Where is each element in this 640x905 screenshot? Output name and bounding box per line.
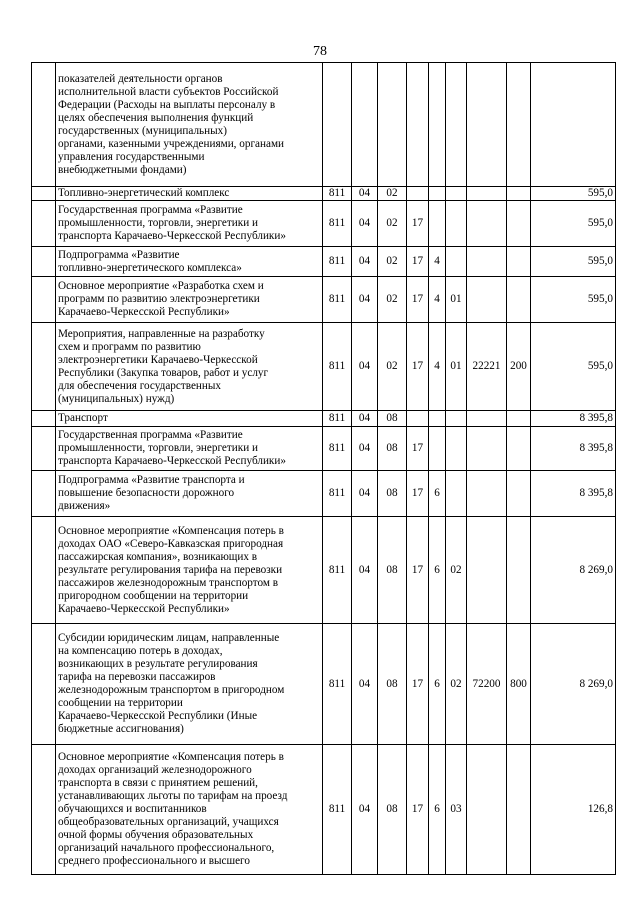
table-row: [32, 471, 616, 517]
row-amount: 595,0: [531, 201, 616, 247]
table-row: [32, 411, 616, 427]
row-code-rz: 04: [352, 323, 378, 411]
row-code-c3: [446, 201, 467, 247]
row-code-c3: 01: [446, 277, 467, 323]
table-row: [32, 624, 616, 745]
row-code-c3: 02: [446, 517, 467, 624]
row-code-pr: 08: [378, 471, 407, 517]
row-code-c1: 17: [407, 427, 429, 471]
row-code-vr: [507, 411, 531, 427]
row-description: Основное мероприятие «Разработка схем и программ по развитию электроэнергетики Карачаево-Черкесской Республики»: [56, 277, 323, 323]
row-code-c4: [467, 471, 507, 517]
row-code-c1: 17: [407, 247, 429, 277]
row-code-c4: 72200: [467, 624, 507, 745]
row-code-pr: 08: [378, 427, 407, 471]
row-number-cell: [32, 247, 56, 277]
row-code-gr: [323, 63, 352, 187]
row-code-gr: 811: [323, 427, 352, 471]
row-code-c1: 17: [407, 624, 429, 745]
row-number-cell: [32, 187, 56, 201]
row-code-gr: 811: [323, 323, 352, 411]
row-amount: 595,0: [531, 277, 616, 323]
row-code-vr: [507, 63, 531, 187]
row-number-cell: [32, 517, 56, 624]
row-code-c2: 6: [429, 517, 446, 624]
row-code-c1: [407, 187, 429, 201]
row-code-c2: 6: [429, 624, 446, 745]
row-code-vr: [507, 745, 531, 875]
row-code-c3: 02: [446, 624, 467, 745]
table-row: [32, 517, 616, 624]
row-code-vr: [507, 277, 531, 323]
row-code-rz: 04: [352, 624, 378, 745]
row-amount: 8 395,8: [531, 427, 616, 471]
row-code-pr: 08: [378, 517, 407, 624]
row-code-c1: 17: [407, 517, 429, 624]
row-code-c1: [407, 411, 429, 427]
row-code-pr: 02: [378, 187, 407, 201]
row-code-gr: 811: [323, 411, 352, 427]
row-description: Мероприятия, направленные на разработку схем и программ по развитию электроэнергетики Карачаево-Черкесской Республики (Закупка товаров, работ и услуг для обеспечения государственных (муниципальных) нужд): [56, 323, 323, 411]
table-row: [32, 323, 616, 411]
row-code-rz: 04: [352, 411, 378, 427]
row-code-rz: 04: [352, 471, 378, 517]
row-number-cell: [32, 624, 56, 745]
row-code-c3: [446, 411, 467, 427]
row-code-vr: [507, 517, 531, 624]
row-code-c1: 17: [407, 323, 429, 411]
table-row: [32, 63, 616, 187]
row-code-gr: 811: [323, 745, 352, 875]
row-code-c4: [467, 745, 507, 875]
row-code-c3: [446, 187, 467, 201]
row-code-pr: 02: [378, 247, 407, 277]
table-row: [32, 247, 616, 277]
row-code-pr: 02: [378, 277, 407, 323]
row-amount: 595,0: [531, 323, 616, 411]
row-code-vr: [507, 247, 531, 277]
row-description: Государственная программа «Развитие промышленности, торговли, энергетики и транспорта Карачаево-Черкесской Республики»: [56, 427, 323, 471]
row-code-c4: [467, 187, 507, 201]
row-code-c4: [467, 517, 507, 624]
row-code-pr: 02: [378, 201, 407, 247]
row-description: показателей деятельности органов исполнительной власти субъектов Российской Федерации (Расходы на выплаты персоналу в целях обеспечения выполнения функций государственных (муниципальных) органами, казенными учреждениями, органами управления государственными внебюджетными фондами): [56, 63, 323, 187]
row-code-pr: 08: [378, 411, 407, 427]
row-amount: 8 395,8: [531, 411, 616, 427]
row-code-gr: 811: [323, 624, 352, 745]
table-row: [32, 427, 616, 471]
row-description: Основное мероприятие «Компенсация потерь в доходах ОАО «Северо-Кавказская пригородная пассажирская компания», возникающих в результате регулирования тарифа на перевозки пассажиров железнодорожным транспортом в пригородном сообщении на территории Карачаево-Черкесской Республики»: [56, 517, 323, 624]
row-amount: 126,8: [531, 745, 616, 875]
row-code-vr: [507, 471, 531, 517]
row-number-cell: [32, 277, 56, 323]
row-code-c2: 4: [429, 247, 446, 277]
row-code-pr: [378, 63, 407, 187]
row-code-c2: [429, 427, 446, 471]
row-code-vr: 200: [507, 323, 531, 411]
row-code-c2: 6: [429, 745, 446, 875]
budget-table: [31, 62, 616, 875]
row-code-c2: [429, 411, 446, 427]
row-amount: 8 269,0: [531, 517, 616, 624]
row-code-c4: 22221: [467, 323, 507, 411]
row-code-rz: 04: [352, 277, 378, 323]
row-amount: 595,0: [531, 187, 616, 201]
row-amount: [531, 63, 616, 187]
row-code-c2: [429, 63, 446, 187]
row-amount: 8 395,8: [531, 471, 616, 517]
row-code-rz: 04: [352, 187, 378, 201]
row-code-c1: 17: [407, 745, 429, 875]
row-code-c4: [467, 247, 507, 277]
row-description: Подпрограмма «Развитие транспорта и повышение безопасности дорожного движения»: [56, 471, 323, 517]
row-code-c2: [429, 201, 446, 247]
row-description: Государственная программа «Развитие промышленности, торговли, энергетики и транспорта Карачаево-Черкесской Республики»: [56, 201, 323, 247]
row-number-cell: [32, 201, 56, 247]
row-code-rz: 04: [352, 201, 378, 247]
row-code-c3: [446, 63, 467, 187]
row-description: Основное мероприятие «Компенсация потерь в доходах организаций железнодорожного транспорта в связи с принятием решений, устанавливающих льготы по тарифам на проезд обучающихся и воспитанников общеобразовательных организаций, учащихся очной формы обучения образовательных организаций начального профессионального, среднего профессионального и высшего: [56, 745, 323, 875]
row-number-cell: [32, 427, 56, 471]
row-number-cell: [32, 323, 56, 411]
row-code-c3: 03: [446, 745, 467, 875]
row-code-vr: 800: [507, 624, 531, 745]
row-code-c3: [446, 247, 467, 277]
row-number-cell: [32, 745, 56, 875]
row-code-gr: 811: [323, 201, 352, 247]
row-code-gr: 811: [323, 517, 352, 624]
row-description: Субсидии юридическим лицам, направленные на компенсацию потерь в доходах, возникающих в результате регулирования тарифа на перевозки пассажиров железнодорожным транспортом в пригородном сообщении на территории Карачаево-Черкесской Республики (Иные бюджетные ассигнования): [56, 624, 323, 745]
row-code-c4: [467, 201, 507, 247]
row-code-c2: 4: [429, 277, 446, 323]
row-code-rz: 04: [352, 247, 378, 277]
row-number-cell: [32, 471, 56, 517]
row-code-c4: [467, 411, 507, 427]
row-description: Транспорт: [56, 411, 323, 427]
row-code-c1: 17: [407, 201, 429, 247]
row-code-rz: [352, 63, 378, 187]
row-description: Подпрограмма «Развитие топливно-энергетического комплекса»: [56, 247, 323, 277]
row-code-c4: [467, 63, 507, 187]
row-code-vr: [507, 427, 531, 471]
row-code-gr: 811: [323, 277, 352, 323]
row-code-c2: 6: [429, 471, 446, 517]
page-number: 78: [313, 44, 327, 59]
row-code-rz: 04: [352, 745, 378, 875]
row-code-vr: [507, 187, 531, 201]
row-code-pr: 08: [378, 745, 407, 875]
row-code-c1: [407, 63, 429, 187]
row-code-c4: [467, 427, 507, 471]
row-code-c1: 17: [407, 277, 429, 323]
row-code-gr: 811: [323, 247, 352, 277]
table-row: [32, 187, 616, 201]
row-code-c3: [446, 427, 467, 471]
row-code-pr: 02: [378, 323, 407, 411]
row-code-gr: 811: [323, 471, 352, 517]
row-code-rz: 04: [352, 517, 378, 624]
row-code-rz: 04: [352, 427, 378, 471]
table-row: [32, 745, 616, 875]
row-description: Топливно-энергетический комплекс: [56, 187, 323, 201]
row-code-c3: 01: [446, 323, 467, 411]
row-number-cell: [32, 63, 56, 187]
row-amount: 8 269,0: [531, 624, 616, 745]
row-code-c2: [429, 187, 446, 201]
row-code-c4: [467, 277, 507, 323]
row-number-cell: [32, 411, 56, 427]
row-code-vr: [507, 201, 531, 247]
row-code-gr: 811: [323, 187, 352, 201]
table-row: [32, 201, 616, 247]
row-code-c1: 17: [407, 471, 429, 517]
row-code-c2: 4: [429, 323, 446, 411]
row-code-c3: [446, 471, 467, 517]
row-code-pr: 08: [378, 624, 407, 745]
table-row: [32, 277, 616, 323]
row-amount: 595,0: [531, 247, 616, 277]
